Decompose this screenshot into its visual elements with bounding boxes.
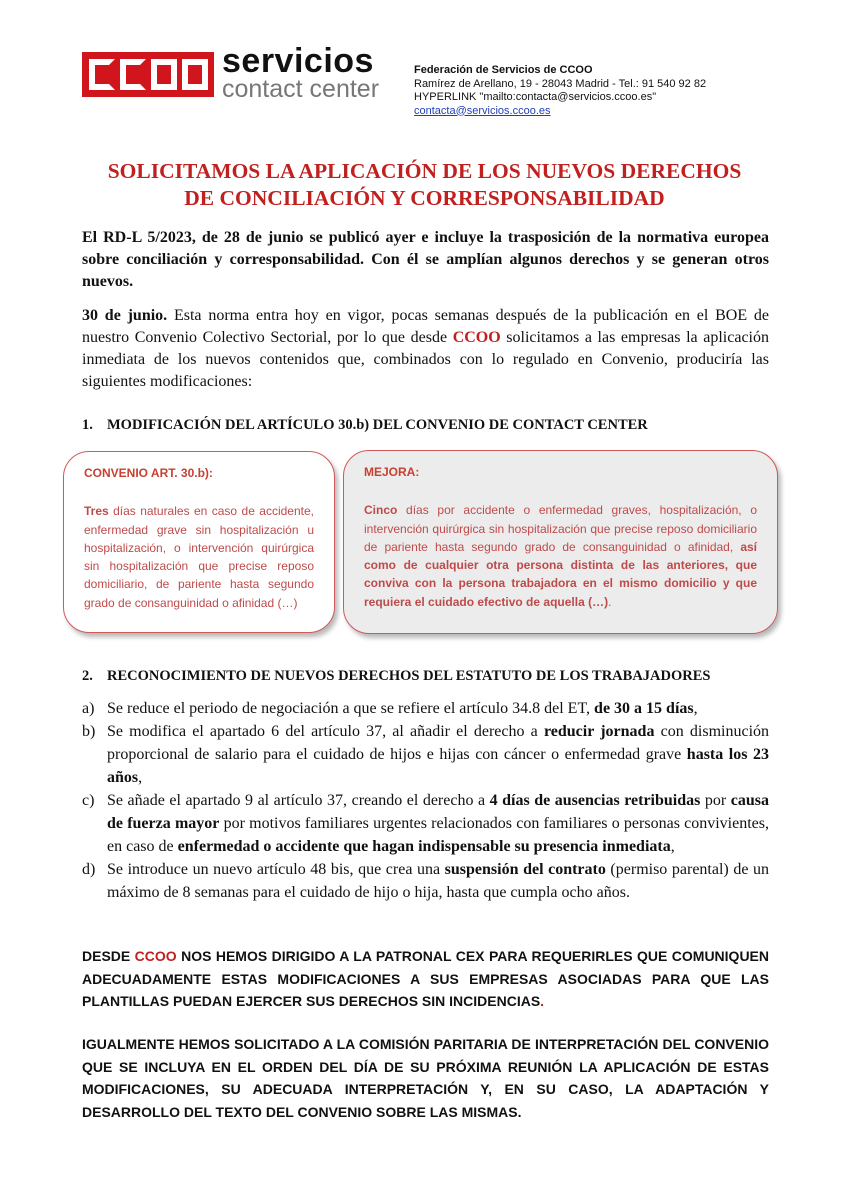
org-name: Federación de Servicios de CCOO [414, 64, 593, 76]
list-item-text [107, 697, 769, 720]
text-run: , [138, 769, 143, 786]
mejora-box-heading: MEJORA: [364, 465, 420, 479]
title-line-1: SOLICITAMOS LA APLICACIÓN DE LOS NUEVOS DERECHOS [107, 159, 742, 183]
logo-letter-c [120, 59, 146, 90]
text-run: . [540, 993, 545, 1009]
mejora-box [343, 450, 778, 634]
closing-paragraph-2: IGUALMENTE HEMOS SOLICITADO A LA COMISIÓN PARITARIA DE INTERPRETACIÓN DEL CONVENIO QUE SE INCLUYA EN EL ORDEN DEL DÍA DE SU PRÓXIMA REUNIÓN LA APLICACIÓN DE ESTAS MODIFICACIONES, SU ADECUADA INTERPRETACIÓN Y, EN SU CASO, LA ADAPTACIÓN Y DESARROLLO DEL TEXTO DEL CONVENIO SOBRE LAS MISMAS. [82, 1036, 769, 1120]
list-item-text [107, 789, 769, 858]
text-run: , [693, 700, 698, 717]
text-run: (permiso parental) de un máximo de 8 semanas para el cuidado de hijo o hija, hasta que cumpla ocho años. [107, 861, 769, 901]
page-title [82, 158, 767, 212]
mejora-end: . [608, 594, 612, 609]
bold-run: de 30 a 15 días [594, 700, 694, 717]
section-1-heading [82, 416, 648, 434]
section-1-number: 1. [82, 417, 93, 433]
body-paragraph [82, 305, 769, 393]
text-run: Se introduce un nuevo artículo 48 bis, que crea una [107, 861, 445, 878]
text-run: Se reduce el periodo de negociación a que se refiere el artículo 34.8 del ET, [107, 700, 595, 717]
convenio-box-heading: CONVENIO ART. 30.b): [84, 466, 213, 480]
body-text-b: solicitamos a las empresas la aplicación inmediata de los nuevos contenidos que, combinados con lo regulado en Convenio, produciría las siguientes modificaciones: [82, 329, 770, 390]
section-2-title: RECONOCIMIENTO DE NUEVOS DERECHOS DEL ESTATUTO DE LOS TRABAJADORES [107, 668, 711, 684]
list-item [82, 697, 769, 720]
bold-run: 4 días de ausencias retribuidas [489, 792, 701, 809]
mejora-box-text [364, 501, 757, 611]
text-run: , [670, 838, 675, 855]
convenio-box [63, 451, 335, 633]
section-2-number: 2. [82, 668, 93, 684]
bold-run: enfermedad o accidente que hagan indispensable su presencia inmediata [177, 838, 671, 855]
brand-servicios: servicios [222, 42, 374, 80]
list-marker: b) [82, 723, 96, 740]
bold-run: causa de fuerza mayor [107, 792, 769, 832]
section-2-heading [82, 667, 710, 685]
logo-letter-o [182, 59, 208, 90]
text-run: DESDE [82, 948, 135, 964]
list-marker: d) [82, 861, 96, 878]
list-marker: a) [82, 700, 95, 717]
ccoo-inline: CCOO [134, 948, 177, 964]
convenio-bold: Tres [84, 504, 109, 519]
list-item-text [107, 720, 769, 789]
intro-paragraph: El RD-L 5/2023, de 28 de junio se publicó ayer e incluye la trasposición de la normativa europea sobre conciliación y corresponsabilidad. Con él se amplían algunos derechos y se generan otros nuevos. [82, 229, 769, 290]
logo-letter-o [151, 59, 177, 90]
section-1-title: MODIFICACIÓN DEL ARTÍCULO 30.b) DEL CONVENIO DE CONTACT CENTER [107, 417, 648, 433]
closing-paragraph-1 [82, 945, 769, 1013]
logo-letter-c [89, 59, 115, 90]
mejora-body: días por accidente o enfermedad graves, hospitalización, o intervención quirúrgica sin hospitalización que precise reposo domiciliario de pariente hasta segundo grado de consanguinidad o afinidad, [364, 503, 757, 554]
ccoo-inline: CCOO [452, 329, 501, 346]
list-item [82, 858, 769, 904]
list-marker: c) [82, 792, 95, 809]
org-address: Ramírez de Arellano, 19 - 28043 Madrid - Tel.: 91 540 92 82 [414, 77, 707, 90]
text-run: por [700, 792, 731, 809]
bold-run: hasta los 23 años [107, 746, 770, 786]
federation-info [414, 64, 706, 118]
convenio-body: días naturales en caso de accidente, enfermedad grave sin hospitalización u hospitalización, o intervención quirúrgica sin hospitalización que precise reposo domiciliario, de pariente hasta segundo grado de consanguinidad o afinidad (…) [84, 504, 314, 610]
bold-run: suspensión del contrato [444, 861, 606, 878]
text-run: por motivos familiares urgentes relacionados con familiares o personas convivientes, en caso de [107, 815, 769, 855]
text-run: Se añade el apartado 9 al artículo 37, creando el derecho a [107, 792, 490, 809]
title-line-2: DE CONCILIACIÓN Y CORRESPONSABILIDAD [184, 186, 665, 210]
ccoo-logo [82, 52, 214, 97]
bold-run: reducir jornada [543, 723, 655, 740]
hyperlink-field: HYPERLINK "mailto:contacta@servicios.ccoo.es" [414, 91, 657, 103]
ccoo-logo-letters [82, 52, 214, 97]
text-run: con disminución proporcional de salario para el cuidado de hijos e hijas con cáncer o enfermedad grave [107, 723, 770, 763]
list-item-text [107, 858, 769, 904]
email-link[interactable]: contacta@servicios.ccoo.es [414, 104, 551, 117]
brand-contact-center: contact center [222, 75, 380, 103]
text-run: Se modifica el apartado 6 del artículo 37, al añadir el derecho a [107, 723, 544, 740]
list-item [82, 789, 769, 858]
convenio-box-text [84, 502, 314, 612]
mejora-bold-2: así como de cualquier otra persona distinta de las anteriores, que conviva con la persona trabajadora en el mismo domicilio y que requiera el cuidado efectivo de aquella (…) [364, 539, 757, 609]
date-label: 30 de junio. [82, 307, 168, 324]
body-text-a: Esta norma entra hoy en vigor, pocas semanas después de la publicación en el BOE de nuestro Convenio Colectivo Sectorial, por lo que desde [82, 307, 769, 346]
mejora-bold: Cinco [364, 503, 398, 518]
list-item [82, 720, 769, 789]
rights-list [82, 697, 769, 904]
text-run: NOS HEMOS DIRIGIDO A LA PATRONAL CEX PARA REQUERIRLES QUE COMUNIQUEN ADECUADAMENTE ESTAS MODIFICACIONES A SUS EMPRESAS ASOCIADAS PARA QUE LAS PLANTILLAS PUEDAN EJERCER SUS DERECHOS SIN INCIDENCIAS [82, 948, 770, 1009]
